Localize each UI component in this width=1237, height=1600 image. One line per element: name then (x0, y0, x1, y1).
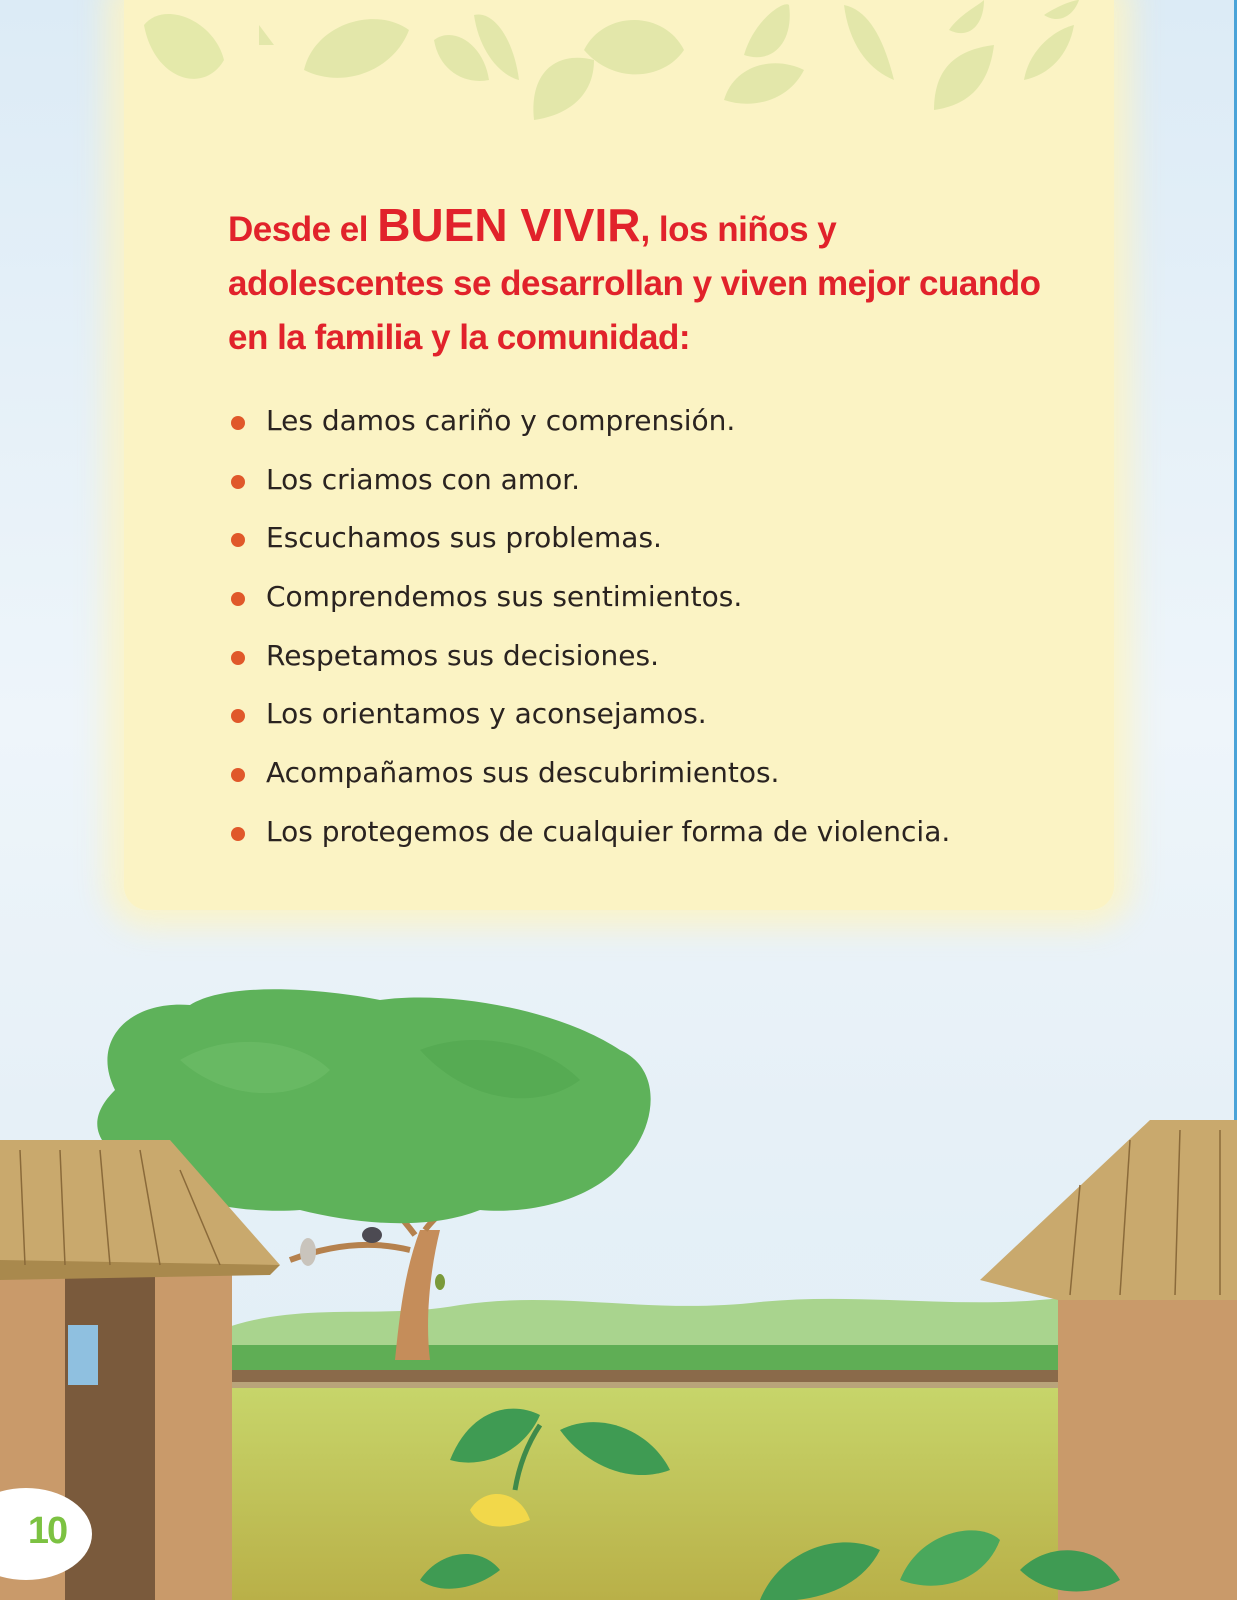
bullet-dot-icon (231, 651, 245, 665)
intro-heading (228, 198, 1048, 365)
bullet-dot-icon (231, 827, 245, 841)
list-item (228, 627, 950, 686)
list-item-text: Los criamos con amor. (266, 462, 581, 496)
list-item-text: Escuchamos sus problemas. (266, 521, 662, 555)
heading-lead: Desde el (228, 210, 378, 249)
list-item (228, 685, 950, 744)
list-item-text: Respetamos sus decisiones. (266, 638, 659, 672)
list-item (228, 568, 950, 627)
background-hills (220, 1298, 1060, 1390)
content-card (124, 0, 1114, 910)
list-item-text: Comprendemos sus sentimientos. (266, 580, 743, 614)
bullet-dot-icon (231, 768, 245, 782)
bullet-dot-icon (231, 709, 245, 723)
list-item (228, 509, 950, 568)
leaf-decoration (124, 0, 1114, 130)
village-illustration (0, 930, 1237, 1600)
list-item (228, 392, 950, 451)
heading-emphasis: BUEN VIVIR (377, 199, 641, 251)
list-item-text: Los protegemos de cualquier forma de violencia. (266, 814, 951, 848)
list-item-text: Acompañamos sus descubrimientos. (266, 756, 780, 790)
list-item-text: Los orientamos y aconsejamos. (266, 697, 707, 731)
page-number: 10 (27, 1510, 67, 1552)
list-item (228, 803, 950, 862)
list-item (228, 744, 950, 803)
heading-rest: , los niños y adolescentes se desarrollan y viven mejor cuando en la familia y la comunidad: (228, 210, 1041, 357)
bullet-dot-icon (231, 416, 245, 430)
bullet-list (228, 392, 950, 862)
bullet-dot-icon (231, 592, 245, 606)
bullet-dot-icon (231, 533, 245, 547)
list-item-text: Les damos cariño y comprensión. (266, 404, 736, 437)
list-item (228, 451, 950, 510)
bullet-dot-icon (231, 475, 245, 489)
